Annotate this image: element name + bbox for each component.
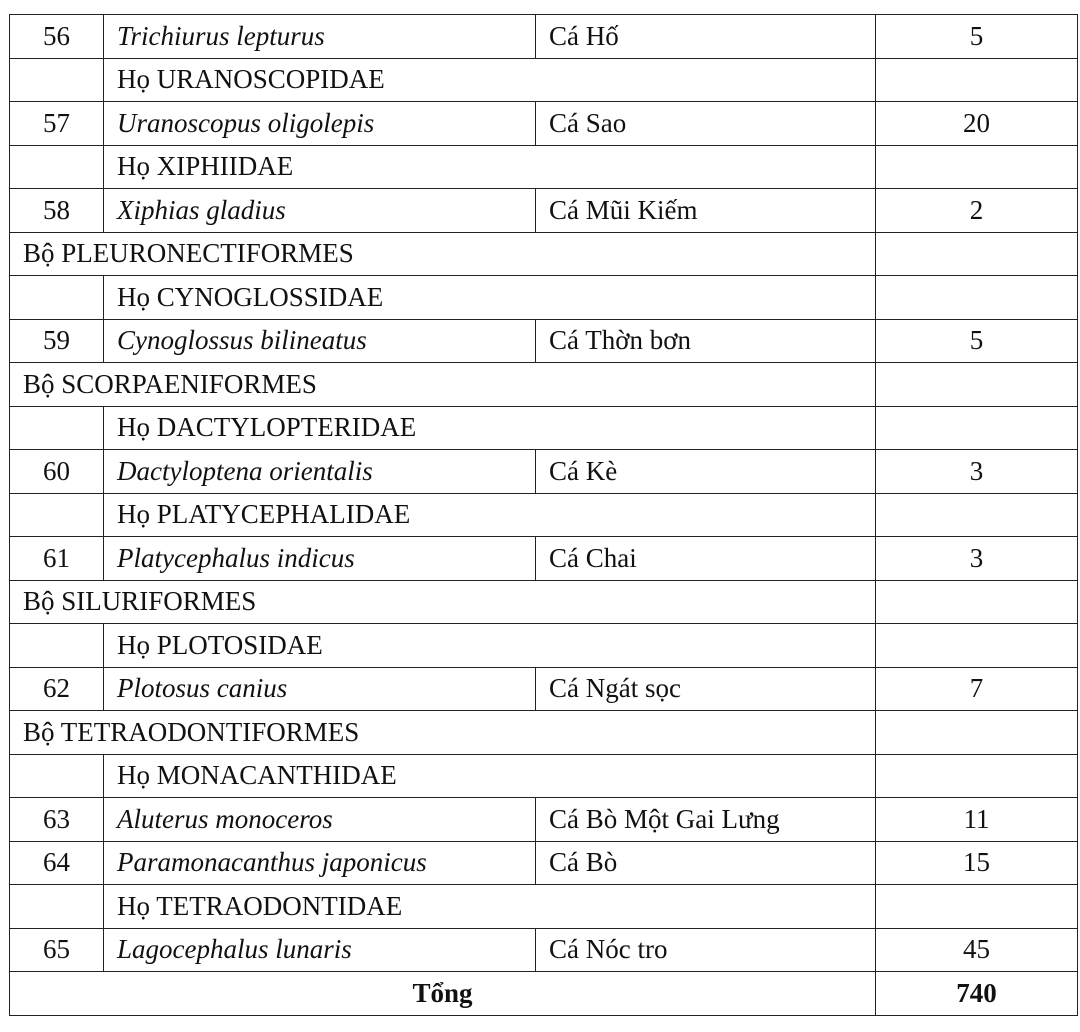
row-number-cell: 57	[10, 102, 104, 146]
empty-cell	[876, 232, 1078, 276]
empty-cell	[876, 754, 1078, 798]
scientific-name-cell: Platycephalus indicus	[104, 537, 536, 581]
species-row	[10, 450, 1078, 494]
common-name-cell: Cá Nóc tro	[536, 928, 876, 972]
empty-cell	[876, 624, 1078, 668]
scientific-name-cell: Uranoscopus oligolepis	[104, 102, 536, 146]
empty-cell	[876, 580, 1078, 624]
species-row	[10, 841, 1078, 885]
order-row	[10, 711, 1078, 755]
species-row	[10, 798, 1078, 842]
family-name-cell: Họ DACTYLOPTERIDAE	[104, 406, 876, 450]
family-row	[10, 58, 1078, 102]
empty-cell	[10, 58, 104, 102]
common-name-cell: Cá Chai	[536, 537, 876, 581]
common-name-cell: Cá Ngát sọc	[536, 667, 876, 711]
empty-cell	[876, 493, 1078, 537]
common-name-cell: Cá Thờn bơn	[536, 319, 876, 363]
empty-cell	[10, 885, 104, 929]
scientific-name-cell: Lagocephalus lunaris	[104, 928, 536, 972]
common-name-cell: Cá Bò	[536, 841, 876, 885]
empty-cell	[10, 406, 104, 450]
empty-cell	[876, 885, 1078, 929]
total-label-cell: Tổng	[10, 972, 876, 1016]
row-number-cell: 58	[10, 189, 104, 233]
empty-cell	[876, 363, 1078, 407]
row-number-cell: 61	[10, 537, 104, 581]
empty-cell	[10, 493, 104, 537]
order-row	[10, 363, 1078, 407]
family-row	[10, 276, 1078, 320]
row-number-cell: 64	[10, 841, 104, 885]
row-number-cell: 59	[10, 319, 104, 363]
species-row	[10, 15, 1078, 59]
count-cell: 2	[876, 189, 1078, 233]
scientific-name-cell: Plotosus canius	[104, 667, 536, 711]
species-table-body	[10, 15, 1078, 1016]
count-cell: 5	[876, 15, 1078, 59]
empty-cell	[10, 276, 104, 320]
species-row	[10, 928, 1078, 972]
family-row	[10, 493, 1078, 537]
family-row	[10, 885, 1078, 929]
empty-cell	[10, 145, 104, 189]
common-name-cell: Cá Bò Một Gai Lưng	[536, 798, 876, 842]
common-name-cell: Cá Kè	[536, 450, 876, 494]
family-name-cell: Họ URANOSCOPIDAE	[104, 58, 876, 102]
species-row	[10, 667, 1078, 711]
family-row	[10, 406, 1078, 450]
empty-cell	[876, 145, 1078, 189]
empty-cell	[876, 406, 1078, 450]
empty-cell	[10, 624, 104, 668]
order-name-cell: Bộ PLEURONECTIFORMES	[10, 232, 876, 276]
scientific-name-cell: Dactyloptena orientalis	[104, 450, 536, 494]
species-row	[10, 102, 1078, 146]
order-name-cell: Bộ SILURIFORMES	[10, 580, 876, 624]
family-name-cell: Họ XIPHIIDAE	[104, 145, 876, 189]
empty-cell	[10, 754, 104, 798]
family-row	[10, 624, 1078, 668]
species-row	[10, 537, 1078, 581]
common-name-cell: Cá Mũi Kiếm	[536, 189, 876, 233]
row-number-cell: 56	[10, 15, 104, 59]
count-cell: 11	[876, 798, 1078, 842]
scientific-name-cell: Trichiurus lepturus	[104, 15, 536, 59]
row-number-cell: 63	[10, 798, 104, 842]
row-number-cell: 60	[10, 450, 104, 494]
family-name-cell: Họ MONACANTHIDAE	[104, 754, 876, 798]
species-row	[10, 319, 1078, 363]
count-cell: 7	[876, 667, 1078, 711]
total-value-cell: 740	[876, 972, 1078, 1016]
family-name-cell: Họ TETRAODONTIDAE	[104, 885, 876, 929]
empty-cell	[876, 58, 1078, 102]
scientific-name-cell: Aluterus monoceros	[104, 798, 536, 842]
order-row	[10, 580, 1078, 624]
scientific-name-cell: Cynoglossus bilineatus	[104, 319, 536, 363]
count-cell: 3	[876, 450, 1078, 494]
count-cell: 5	[876, 319, 1078, 363]
family-row	[10, 754, 1078, 798]
family-name-cell: Họ PLATYCEPHALIDAE	[104, 493, 876, 537]
family-name-cell: Họ CYNOGLOSSIDAE	[104, 276, 876, 320]
row-number-cell: 62	[10, 667, 104, 711]
common-name-cell: Cá Sao	[536, 102, 876, 146]
count-cell: 45	[876, 928, 1078, 972]
scientific-name-cell: Xiphias gladius	[104, 189, 536, 233]
scientific-name-cell: Paramonacanthus japonicus	[104, 841, 536, 885]
family-row	[10, 145, 1078, 189]
family-name-cell: Họ PLOTOSIDAE	[104, 624, 876, 668]
common-name-cell: Cá Hố	[536, 15, 876, 59]
species-row	[10, 189, 1078, 233]
order-row	[10, 232, 1078, 276]
total-row	[10, 972, 1078, 1016]
count-cell: 15	[876, 841, 1078, 885]
order-name-cell: Bộ SCORPAENIFORMES	[10, 363, 876, 407]
empty-cell	[876, 276, 1078, 320]
species-table	[9, 14, 1078, 1016]
count-cell: 3	[876, 537, 1078, 581]
order-name-cell: Bộ TETRAODONTIFORMES	[10, 711, 876, 755]
row-number-cell: 65	[10, 928, 104, 972]
count-cell: 20	[876, 102, 1078, 146]
empty-cell	[876, 711, 1078, 755]
